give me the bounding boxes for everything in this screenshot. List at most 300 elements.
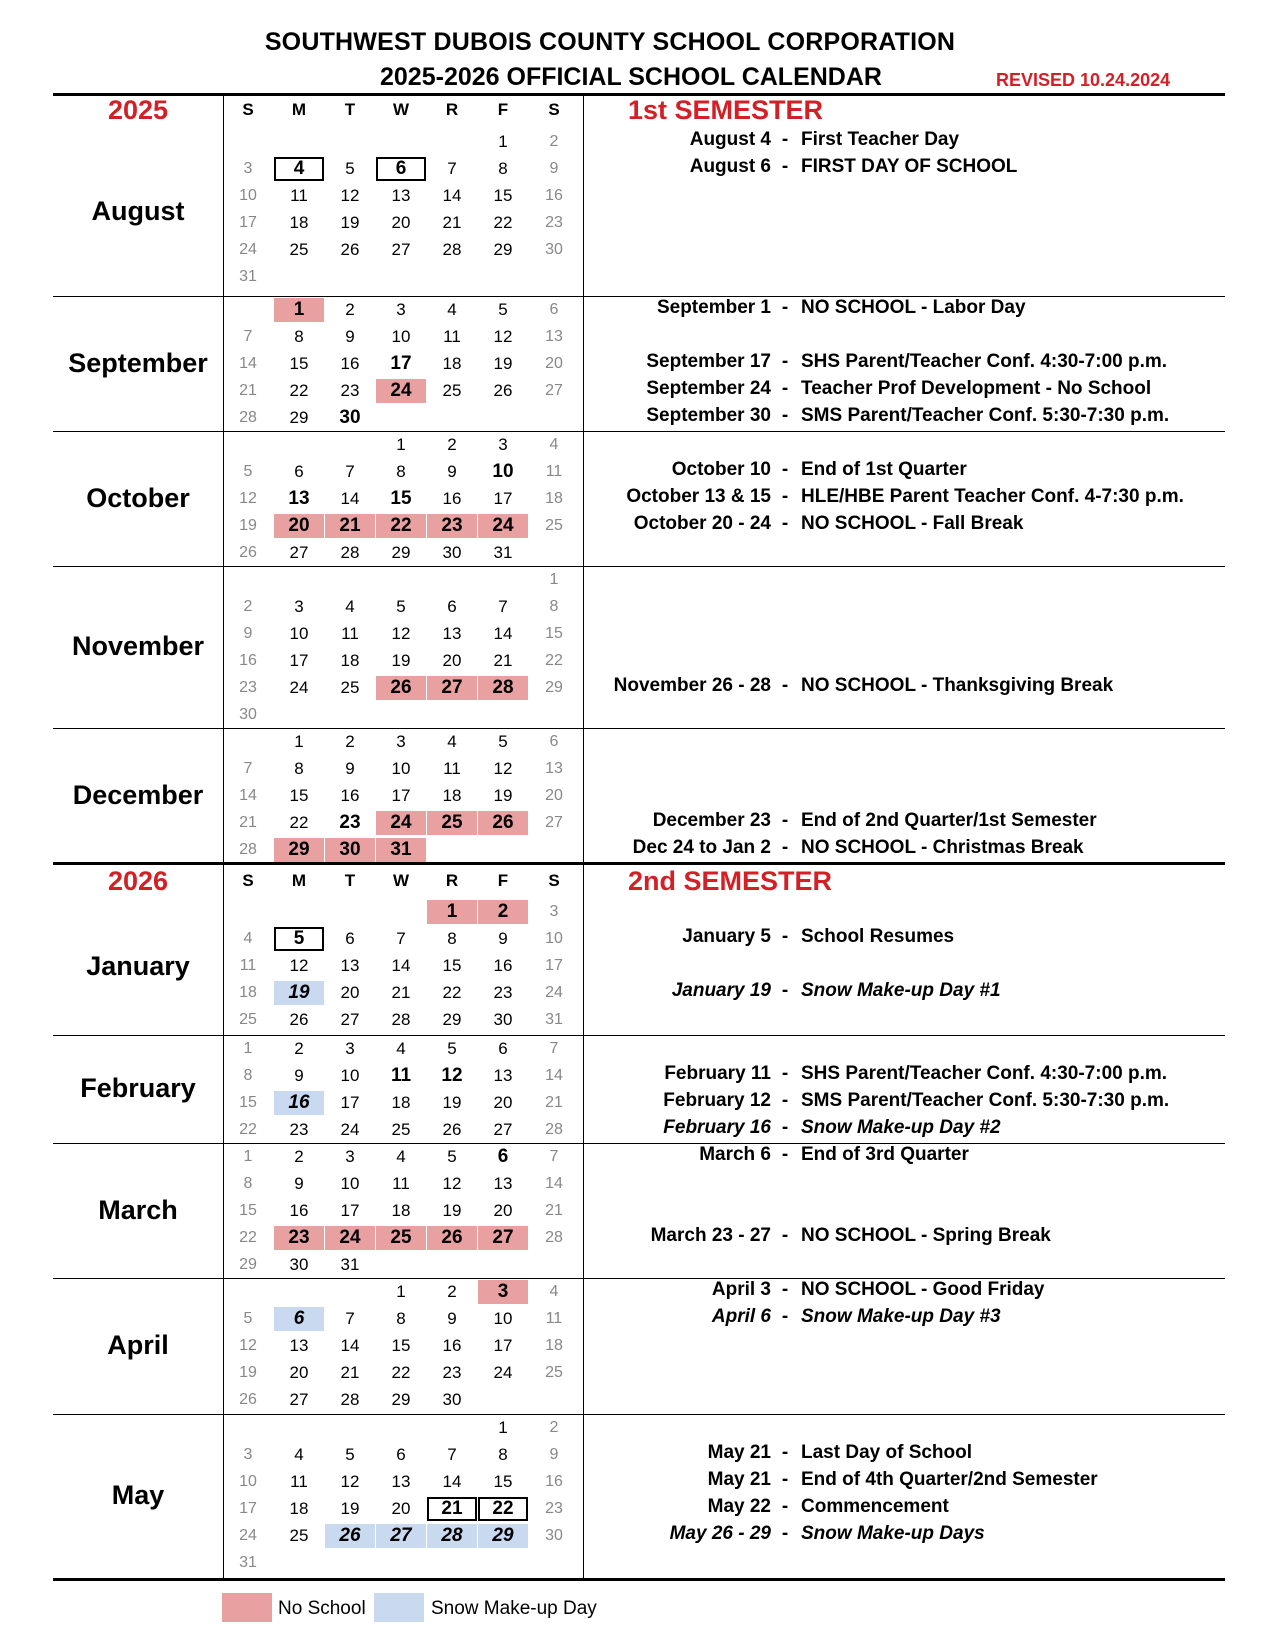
day-cell: 23 (545, 214, 563, 231)
day-cell: 13 (493, 1174, 513, 1193)
day-cell: 22 (478, 1497, 528, 1521)
event-date: January 19 (671, 980, 771, 1001)
day-cell: 20 (545, 355, 563, 372)
day-cell: 24 (478, 514, 528, 538)
day-cell: 31 (376, 838, 426, 862)
day-cell: 13 (442, 624, 462, 643)
day-cell: 2 (345, 732, 355, 751)
day-cell: 28 (239, 409, 257, 426)
day-cell: 5 (498, 300, 508, 319)
day-cell: 12 (493, 327, 513, 346)
event-date: May 22 (707, 1496, 771, 1517)
day-cell: 18 (391, 1201, 411, 1220)
day-cell: 14 (239, 355, 257, 372)
event-description: Last Day of School (801, 1442, 973, 1463)
day-cell: 9 (294, 1174, 304, 1193)
day-cell: 29 (239, 1256, 257, 1273)
column-divider (583, 93, 584, 128)
day-cell: 7 (345, 1309, 355, 1328)
column-divider (223, 93, 224, 128)
day-cell: 21 (239, 814, 257, 831)
day-cell: 13 (391, 1472, 411, 1491)
event-date: May 21 (707, 1442, 771, 1463)
day-cell: 14 (442, 186, 462, 205)
day-cell: 30 (325, 838, 375, 862)
day-cell: 11 (341, 624, 359, 643)
day-cell: 30 (545, 1527, 563, 1544)
day-cell: 11 (290, 186, 308, 205)
day-cell: 18 (391, 1093, 411, 1112)
day-cell: 27 (478, 1226, 528, 1250)
event-separator: - (781, 1279, 789, 1300)
day-cell: 28 (545, 1121, 563, 1138)
day-cell: 29 (442, 1010, 462, 1029)
day-cell: 8 (294, 759, 304, 778)
event-separator: - (781, 351, 789, 372)
day-cell: 4 (243, 930, 253, 947)
day-cell: 31 (239, 1554, 257, 1571)
day-cell: 28 (340, 543, 360, 562)
event-date: August 6 (689, 156, 771, 177)
month-divider-rule (53, 1035, 1225, 1036)
day-cell: 1 (498, 1418, 508, 1437)
weekday-header: M (291, 871, 307, 890)
day-cell: 28 (239, 841, 257, 858)
day-cell: 6 (294, 462, 304, 481)
day-cell: 27 (427, 676, 477, 700)
day-cell: 26 (442, 1120, 462, 1139)
day-cell: 4 (274, 157, 324, 181)
day-cell: 4 (396, 1039, 406, 1058)
day-cell: 3 (243, 160, 253, 177)
day-cell: 18 (545, 1337, 563, 1354)
day-cell: 8 (243, 1175, 253, 1192)
day-cell: 14 (340, 1336, 360, 1355)
day-cell: 26 (289, 1010, 309, 1029)
event-description: Commencement (801, 1496, 949, 1517)
weekday-header: R (445, 100, 459, 119)
event-separator: - (781, 378, 789, 399)
column-divider (583, 864, 584, 898)
day-cell: 8 (549, 598, 559, 615)
day-cell: 15 (289, 786, 309, 805)
event-date: March 6 (699, 1144, 771, 1165)
event-separator: - (781, 1090, 789, 1111)
weekday-header: S (548, 100, 560, 119)
day-cell: 15 (493, 186, 513, 205)
day-cell: 6 (447, 597, 457, 616)
event-date: January 5 (682, 926, 771, 947)
day-cell: 9 (345, 759, 355, 778)
month-divider-rule (53, 566, 1225, 567)
event-separator: - (781, 1442, 789, 1463)
event-description: SMS Parent/Teacher Conf. 5:30-7:30 p.m. (801, 1090, 1170, 1111)
day-cell: 15 (442, 956, 462, 975)
event-description: NO SCHOOL - Thanksgiving Break (801, 675, 1114, 696)
day-cell: 6 (396, 1445, 406, 1464)
semester-label: 2nd SEMESTER (628, 866, 833, 896)
day-cell: 26 (376, 676, 426, 700)
day-cell: 20 (340, 983, 360, 1002)
day-cell: 12 (442, 1174, 462, 1193)
weekday-header: W (392, 871, 410, 890)
day-cell: 9 (447, 1309, 457, 1328)
event-date: May 26 - 29 (669, 1523, 771, 1544)
day-cell: 2 (345, 300, 355, 319)
event-description: SMS Parent/Teacher Conf. 5:30-7:30 p.m. (801, 405, 1170, 426)
day-cell: 5 (396, 597, 406, 616)
day-cell: 14 (545, 1067, 563, 1084)
day-cell: 2 (294, 1147, 304, 1166)
event-description: Teacher Prof Development - No School (801, 378, 1152, 399)
day-cell: 19 (274, 981, 324, 1005)
day-cell: 21 (545, 1202, 563, 1219)
day-cell: 8 (447, 929, 457, 948)
day-cell: 24 (325, 1226, 375, 1250)
day-cell: 1 (427, 900, 477, 924)
day-cell: 31 (493, 543, 513, 562)
event-description: Snow Make-up Days (801, 1523, 985, 1544)
day-cell: 4 (396, 1147, 406, 1166)
day-cell: 4 (447, 732, 457, 751)
event-description: NO SCHOOL - Spring Break (801, 1225, 1051, 1246)
weekday-header: F (497, 100, 509, 119)
day-cell: 18 (239, 984, 257, 1001)
day-cell: 10 (493, 1309, 513, 1328)
day-cell: 27 (391, 240, 411, 259)
weekday-header: T (344, 871, 356, 890)
day-cell: 26 (478, 811, 528, 835)
day-cell: 8 (243, 1067, 253, 1084)
no-school-swatch (222, 1593, 272, 1622)
day-cell: 10 (239, 187, 257, 204)
calendar-title: SOUTHWEST DUBOIS COUNTY SCHOOL CORPORATION (264, 28, 956, 56)
day-cell: 19 (239, 1364, 257, 1381)
month-name: December (72, 780, 204, 810)
event-separator: - (781, 1496, 789, 1517)
day-cell: 14 (442, 1472, 462, 1491)
event-date: March 23 - 27 (650, 1225, 771, 1246)
day-cell: 29 (493, 240, 513, 259)
day-cell: 20 (391, 213, 411, 232)
day-cell: 9 (243, 625, 253, 642)
day-cell: 13 (340, 956, 360, 975)
day-cell: 19 (340, 213, 360, 232)
day-cell: 4 (294, 1445, 304, 1464)
event-description: FIRST DAY OF SCHOOL (801, 156, 1018, 177)
event-date: February 16 (663, 1117, 771, 1138)
day-cell: 12 (289, 956, 309, 975)
semester-label: 1st SEMESTER (628, 95, 824, 125)
day-cell: 16 (340, 786, 360, 805)
day-cell: 22 (289, 381, 309, 400)
day-cell: 5 (447, 1039, 457, 1058)
day-cell: 4 (345, 597, 355, 616)
day-cell: 29 (391, 543, 411, 562)
day-cell: 30 (442, 543, 462, 562)
day-cell: 17 (545, 957, 563, 974)
day-cell: 13 (493, 1066, 513, 1085)
event-date: February 12 (663, 1090, 771, 1111)
event-description: SHS Parent/Teacher Conf. 4:30-7:00 p.m. (801, 1063, 1168, 1084)
event-description: End of 4th Quarter/2nd Semester (801, 1469, 1098, 1490)
day-cell: 10 (391, 759, 411, 778)
event-separator: - (781, 156, 789, 177)
day-cell: 27 (545, 382, 563, 399)
calendar-subtitle: 2025-2026 OFFICIAL SCHOOL CALENDAR (380, 63, 882, 91)
day-cell: 4 (447, 300, 457, 319)
day-cell: 7 (498, 597, 508, 616)
day-cell: 21 (442, 213, 462, 232)
day-cell: 7 (243, 328, 253, 345)
day-cell: 30 (339, 407, 361, 428)
day-cell: 17 (239, 1500, 257, 1517)
day-cell: 17 (391, 786, 411, 805)
event-separator: - (781, 675, 789, 696)
event-date: October 13 & 15 (626, 486, 771, 507)
event-description: NO SCHOOL - Christmas Break (801, 837, 1084, 858)
day-cell: 6 (274, 1307, 324, 1331)
month-name: May (111, 1480, 165, 1510)
event-date: April 3 (711, 1279, 771, 1300)
event-description: NO SCHOOL - Fall Break (801, 513, 1024, 534)
day-cell: 4 (549, 436, 559, 453)
day-cell: 9 (447, 462, 457, 481)
day-cell: 25 (289, 240, 309, 259)
day-cell: 26 (427, 1226, 477, 1250)
day-cell: 26 (239, 544, 257, 561)
day-cell: 14 (340, 489, 360, 508)
day-cell: 5 (345, 1445, 355, 1464)
day-cell: 17 (340, 1201, 360, 1220)
event-separator: - (781, 1306, 789, 1327)
weekday-header: S (242, 871, 254, 890)
day-cell: 22 (239, 1121, 257, 1138)
day-cell: 26 (493, 381, 513, 400)
day-cell: 17 (289, 651, 309, 670)
year-label: 2025 (107, 95, 169, 125)
day-cell: 29 (545, 679, 563, 696)
day-cell: 7 (549, 1040, 559, 1057)
event-date: October 20 - 24 (633, 513, 771, 534)
semester-divider-rule (53, 862, 1225, 865)
day-cell: 5 (498, 732, 508, 751)
event-date: February 11 (664, 1063, 771, 1084)
day-cell: 23 (274, 1226, 324, 1250)
weekday-header: T (344, 100, 356, 119)
event-date: September 24 (646, 378, 771, 399)
day-cell: 22 (391, 1363, 411, 1382)
day-cell: 27 (340, 1010, 360, 1029)
day-cell: 3 (294, 597, 304, 616)
day-cell: 11 (392, 1174, 410, 1193)
day-cell: 4 (549, 1283, 559, 1300)
day-cell: 25 (442, 381, 462, 400)
event-description: School Resumes (801, 926, 955, 947)
day-cell: 14 (391, 956, 411, 975)
day-cell: 10 (239, 1473, 257, 1490)
event-separator: - (781, 810, 789, 831)
event-description: End of 1st Quarter (801, 459, 967, 480)
month-name: October (86, 482, 190, 513)
day-cell: 24 (545, 984, 563, 1001)
day-cell: 26 (340, 240, 360, 259)
day-cell: 17 (493, 1336, 513, 1355)
day-cell: 27 (376, 1524, 426, 1548)
day-cell: 21 (340, 1363, 360, 1382)
event-date: December 23 (652, 810, 771, 831)
day-cell: 3 (549, 903, 559, 920)
day-cell: 6 (497, 1146, 509, 1167)
day-cell: 6 (549, 733, 559, 750)
day-cell: 12 (391, 624, 411, 643)
day-cell: 16 (239, 652, 257, 669)
day-cell: 30 (289, 1255, 309, 1274)
day-cell: 19 (391, 651, 411, 670)
day-cell: 7 (345, 462, 355, 481)
day-cell: 16 (545, 187, 563, 204)
month-divider-rule (53, 431, 1225, 432)
day-cell: 10 (391, 327, 411, 346)
event-separator: - (781, 405, 789, 426)
event-date: November 26 - 28 (613, 675, 771, 696)
day-cell: 13 (545, 760, 563, 777)
day-cell: 10 (340, 1066, 360, 1085)
event-description: End of 3rd Quarter (801, 1144, 969, 1165)
event-description: NO SCHOOL - Good Friday (801, 1279, 1045, 1300)
day-cell: 23 (340, 381, 360, 400)
day-cell: 22 (239, 1229, 257, 1246)
day-cell: 21 (493, 651, 513, 670)
day-cell: 31 (340, 1255, 360, 1274)
day-cell: 15 (545, 625, 563, 642)
day-cell: 19 (442, 1093, 462, 1112)
day-cell: 1 (396, 1282, 406, 1301)
day-cell: 17 (340, 1093, 360, 1112)
event-separator: - (781, 1523, 789, 1544)
event-date: August 4 (689, 129, 771, 150)
weekday-header: S (242, 100, 254, 119)
snow-makeup-legend-label: Snow Make-up Day (431, 1598, 597, 1619)
day-cell: 24 (239, 241, 257, 258)
weekday-header: M (291, 100, 307, 119)
day-cell: 11 (239, 957, 257, 974)
day-cell: 30 (493, 1010, 513, 1029)
day-cell: 13 (289, 1336, 309, 1355)
column-divider (583, 898, 584, 1035)
day-cell: 14 (239, 787, 257, 804)
day-cell: 11 (443, 327, 461, 346)
day-cell: 25 (376, 1226, 426, 1250)
day-cell: 23 (339, 812, 361, 833)
day-cell: 8 (498, 159, 508, 178)
event-separator: - (781, 129, 789, 150)
day-cell: 27 (289, 1390, 309, 1409)
month-name: August (91, 196, 185, 226)
day-cell: 14 (545, 1175, 563, 1192)
day-cell: 27 (493, 1120, 513, 1139)
month-name: March (98, 1194, 178, 1225)
day-cell: 16 (442, 489, 462, 508)
day-cell: 17 (239, 214, 257, 231)
day-cell: 31 (239, 268, 257, 285)
column-divider (223, 864, 224, 898)
day-cell: 15 (390, 488, 412, 509)
day-cell: 21 (391, 983, 411, 1002)
day-cell: 17 (493, 489, 513, 508)
event-description: Snow Make-up Day #1 (801, 980, 1001, 1001)
event-date: Dec 24 to Jan 2 (632, 837, 771, 858)
day-cell: 14 (493, 624, 513, 643)
day-cell: 9 (345, 327, 355, 346)
day-cell: 16 (442, 1336, 462, 1355)
day-cell: 26 (325, 1524, 375, 1548)
event-separator: - (781, 1469, 789, 1490)
day-cell: 18 (289, 1499, 309, 1518)
day-cell: 19 (442, 1201, 462, 1220)
day-cell: 19 (493, 786, 513, 805)
event-description: NO SCHOOL - Labor Day (801, 297, 1026, 318)
day-cell: 20 (442, 651, 462, 670)
day-cell: 24 (376, 379, 426, 403)
day-cell: 16 (545, 1473, 563, 1490)
day-cell: 29 (391, 1390, 411, 1409)
day-cell: 23 (442, 1363, 462, 1382)
day-cell: 21 (239, 382, 257, 399)
day-cell: 12 (239, 1337, 257, 1354)
day-cell: 27 (545, 814, 563, 831)
day-cell: 16 (493, 956, 513, 975)
snow-makeup-swatch (374, 1593, 424, 1622)
day-cell: 1 (498, 132, 508, 151)
event-separator: - (781, 486, 789, 507)
day-cell: 10 (340, 1174, 360, 1193)
event-separator: - (781, 1144, 789, 1165)
day-cell: 18 (442, 354, 462, 373)
day-cell: 15 (239, 1202, 257, 1219)
day-cell: 11 (545, 463, 563, 480)
day-cell: 27 (289, 543, 309, 562)
day-cell: 21 (325, 514, 375, 538)
day-cell: 17 (390, 353, 412, 374)
event-description: SHS Parent/Teacher Conf. 4:30-7:00 p.m. (801, 351, 1168, 372)
day-cell: 15 (239, 1094, 257, 1111)
day-cell: 20 (493, 1093, 513, 1112)
event-description: End of 2nd Quarter/1st Semester (801, 810, 1097, 831)
event-description: Snow Make-up Day #3 (801, 1306, 1001, 1327)
day-cell: 21 (427, 1497, 477, 1521)
day-cell: 30 (239, 706, 257, 723)
day-cell: 22 (289, 813, 309, 832)
day-cell: 3 (396, 300, 406, 319)
event-separator: - (781, 837, 789, 858)
day-cell: 6 (376, 157, 426, 181)
day-cell: 25 (545, 517, 563, 534)
day-cell: 28 (391, 1010, 411, 1029)
day-cell: 29 (274, 838, 324, 862)
day-cell: 5 (274, 927, 324, 951)
column-divider (583, 128, 584, 296)
day-cell: 22 (493, 213, 513, 232)
day-cell: 1 (274, 298, 324, 322)
month-name: November (71, 631, 205, 661)
day-cell: 2 (294, 1039, 304, 1058)
day-cell: 23 (493, 983, 513, 1002)
event-date: September 17 (646, 351, 771, 372)
year-label: 2026 (107, 866, 169, 896)
day-cell: 22 (442, 983, 462, 1002)
day-cell: 1 (396, 435, 406, 454)
